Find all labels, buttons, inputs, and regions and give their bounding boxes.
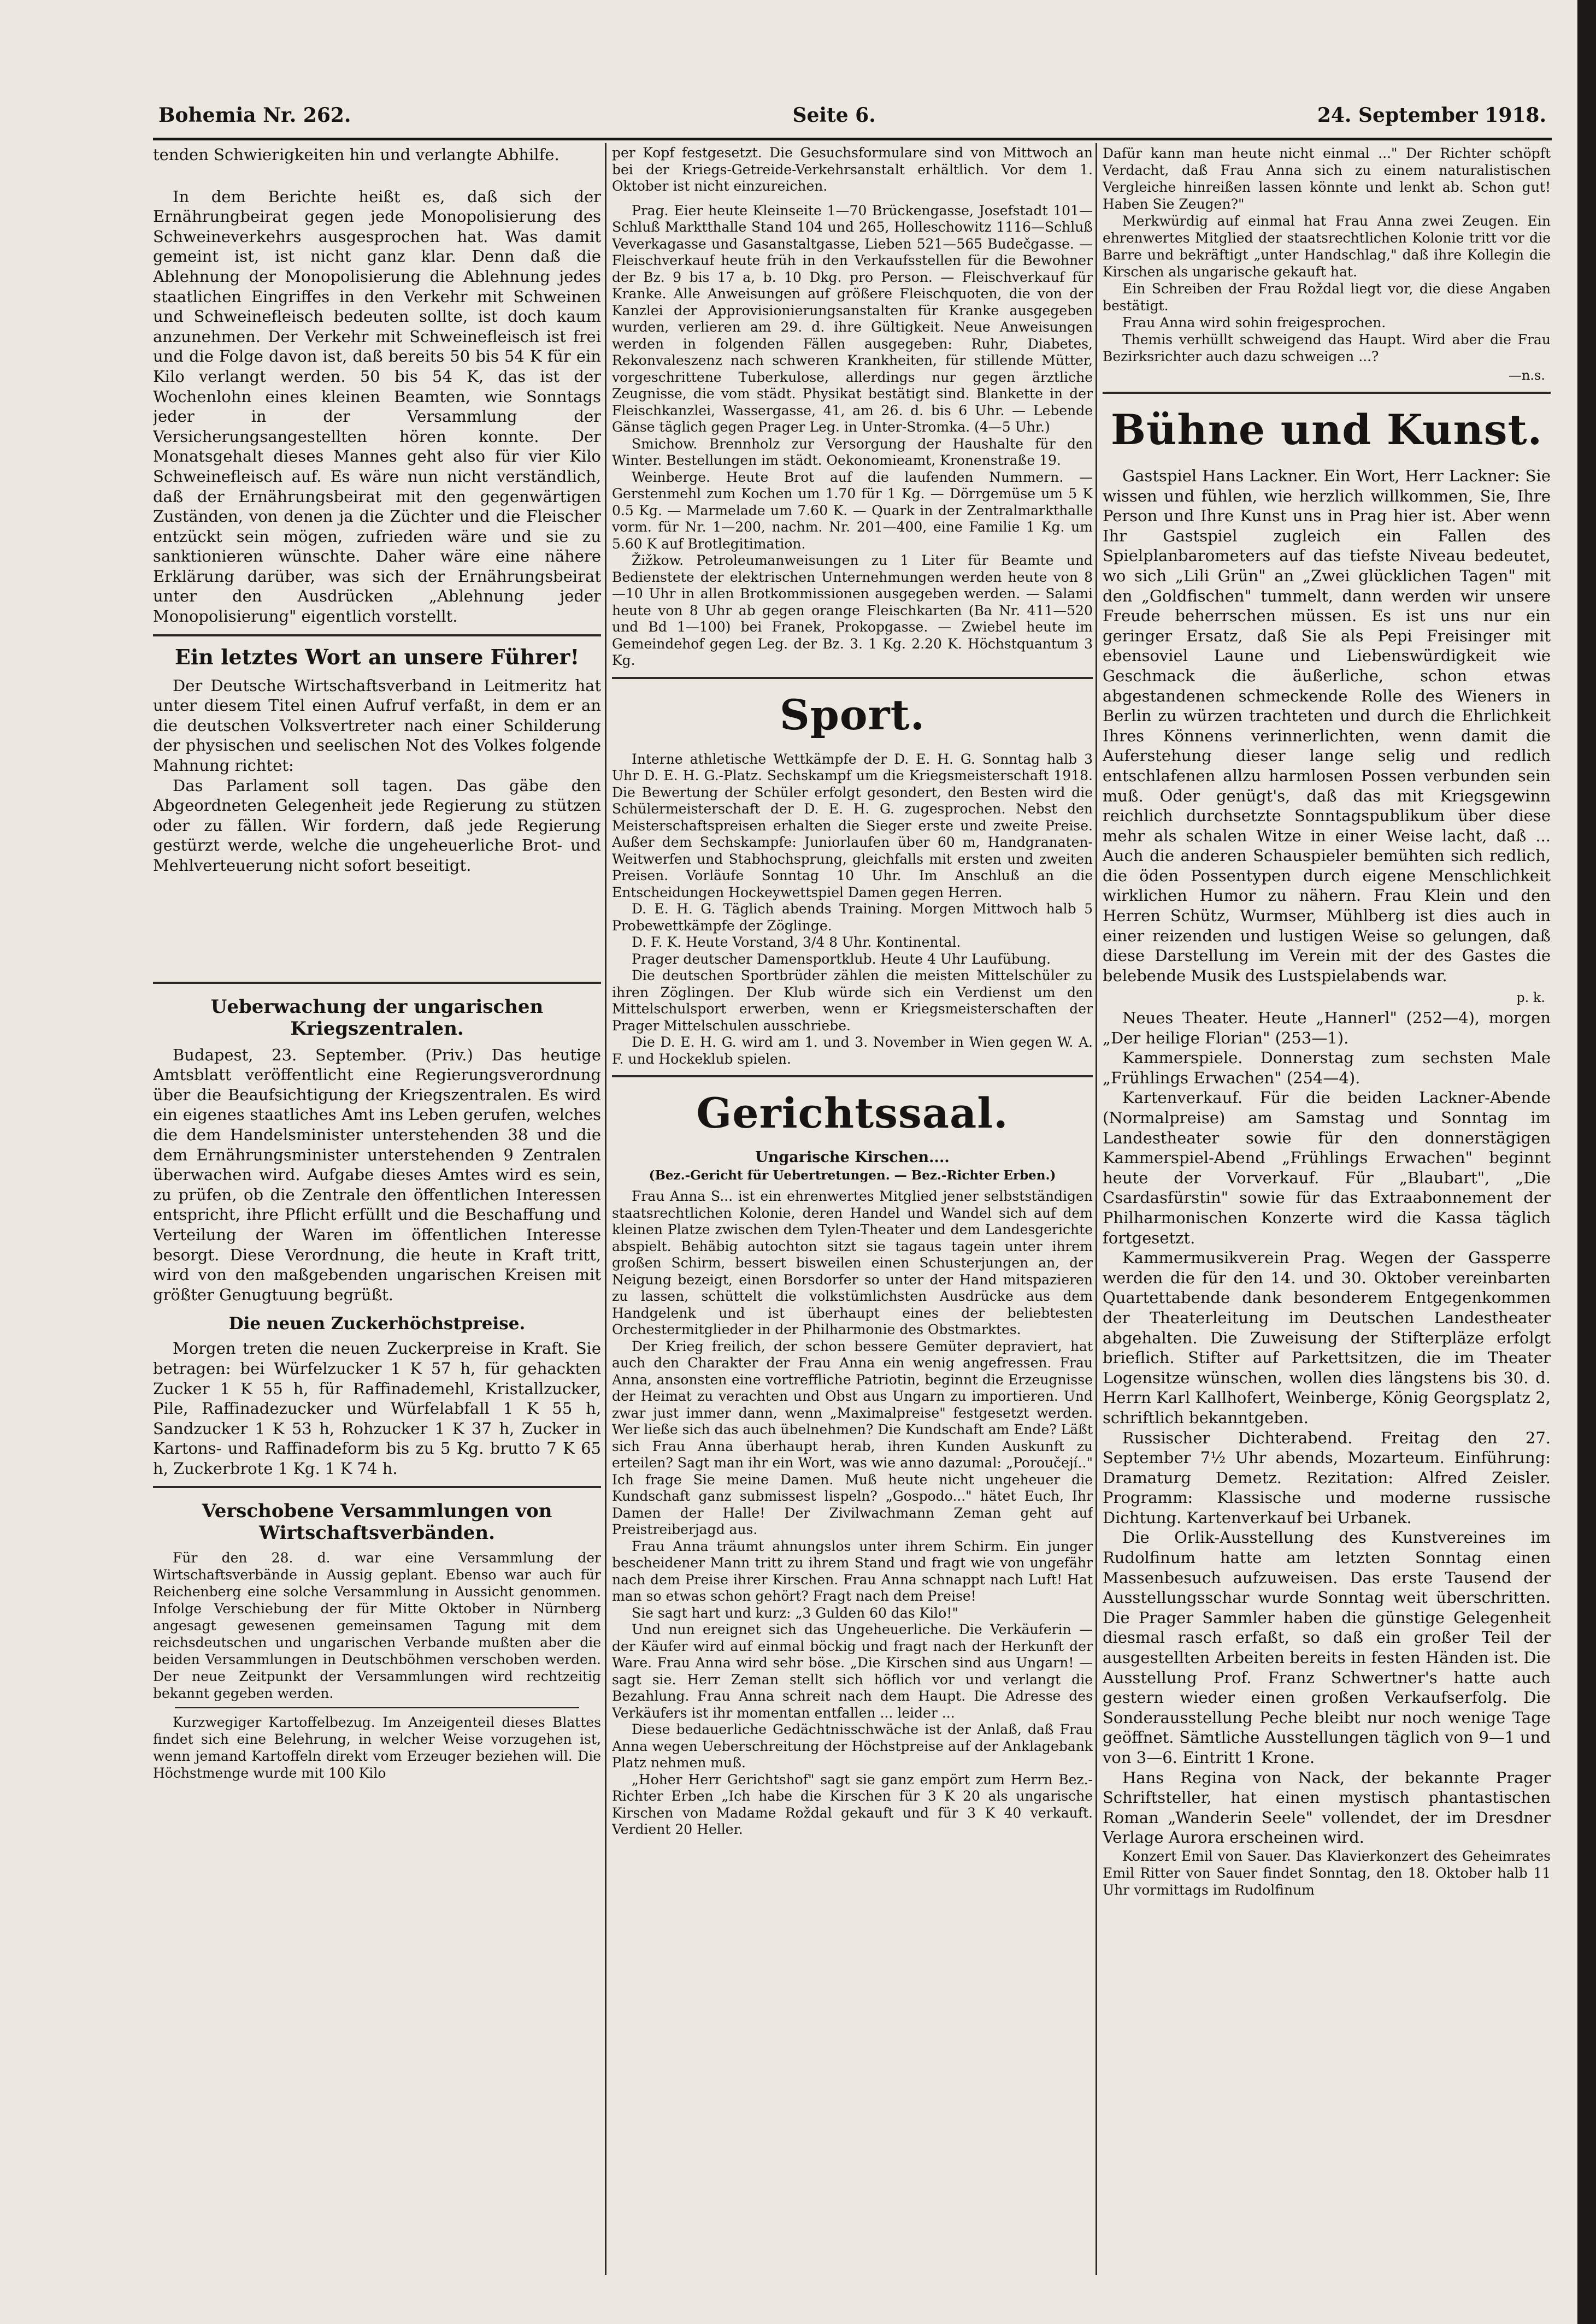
column-1 [153, 145, 601, 2275]
divider [612, 1075, 1093, 1077]
masthead [158, 104, 1546, 137]
paragraph: Prag. Eier heute Kleinseite 1—70 Brückengasse, Josefstadt 101—Schluß Marktthalle Stand 104 und 265, Holleschowitz 1116—Schluß Veverkagasse und Gasanstaltgasse, Lieben 521—565 Budečgasse. — Fleischverkauf heute früh in den Verkaufsstellen für die Bewohner der Bz. 9 bis 17 a, b. 10 Dkg. pro Person. — Fleischverkauf für Kranke. Alle Anweisungen auf größere Fleischquoten, die von der Kanzlei der Approvisionierungsanstalten für Kranke ausgegeben wurden, verlieren am 29. d. ihre Gültigkeit. Neue Anweisungen werden in folgenden Fällen ausgegeben: Ruhr, Diabetes, Rekonvaleszenz nach schweren Krankheiten, für stillende Mütter, vorgeschrittene Tuberkulose, allerdings nur gegen ärztliche Zeugnisse, die vom städt. Physikat bestätigt sind. Blankette in der Fleischkanzlei, Wassergasse, 41, am 26. d. bis 6 Uhr. — Lebende Gänse täglich gegen Prager Leg. in Unter-Stromka. (4—5 Uhr.) [612, 202, 1093, 435]
paragraph: Interne athletische Wettkämpfe der D. E. H. G. Sonntag halb 3 Uhr D. E. H. G.-Platz. Sechskampf um die Kriegsmeisterschaft 1918. Die Bewertung der Schüler erfolgt gesondert, den Besten wird die Schülermeisterschaft der D. E. H. G. zugesprochen. Nebst den Meisterschaftspreisen erhalten die Sieger erste und zweite Preise. Außer dem Sechskampfe: Juniorlaufen über 60 m, Handgranaten-Weitwerfen und Stabhochsprung, gleichfalls mit ersten und zweiten Preisen. Vorläufe Sonntag 10 Uhr. Im Anschluß an die Entscheidungen Hockeywettspiel Damen gegen Herren. [612, 751, 1093, 900]
paragraph: Budapest, 23. September. (Priv.) Das heutige Amtsblatt veröffentlicht eine Regierungsverordnung über die Beaufsichtigung der Kriegszentralen. Es wird ein eigenes staatliches Amt ins Leben gerufen, welches die dem Handelsminister unterstehenden 38 und die dem Ernährungsminister unterstehenden 9 Zentralen überwachen wird. Aufgabe dieses Amtes wird es sein, zu prüfen, ob die Zentrale den öffentlichen Interessen entspricht, ihre Pflicht erfüllt und die Beschaffung und Verteilung der Waren im öffentlichen Interesse besorgt. Diese Verordnung, die heute in Kraft tritt, wird von den maßgebenden ungarischen Kreisen mit größter Genugtuung begrüßt. [153, 1045, 601, 1304]
column-3 [1103, 145, 1551, 2275]
paragraph: Žižkow. Petroleumanweisungen zu 1 Liter für Beamte und Bedienstete der elektrischen Unternehmungen werden heute von 8—10 Uhr in allen Brotkommissionen ausgegeben werden. — Salami heute von 8 Uhr ab gegen orange Fleischkarten (Ba Nr. 411—520 und Bd 1—100) bei Franek, Prokopgasse. — Zwiebel heute im Gemeindehof gegen Leg. der Bz. 3. 1 Kg. 2.20 K. Höchstquantum 3 Kg. [612, 552, 1093, 668]
column-divider [605, 143, 606, 2275]
paragraph: Und nun ereignet sich das Ungeheuerliche. Die Verkäuferin — der Käufer wird auf einmal böckig und fragt nach der Herkunft der Ware. Frau Anna wird sehr böse. „Die Kirschen sind aus Ungarn! — sagt sie. Herr Zeman stellt sich höflich vor und verlangt die Bezahlung. Frau Anna schreit nach dem Haupt. Die Adresse des Verkäufers ist ihr momentan entfallen ... leider ... [612, 1621, 1093, 1721]
divider [612, 677, 1093, 679]
paragraph: Prager deutscher Damensportklub. Heute 4 Uhr Laufübung. [632, 951, 1051, 967]
headline: Ein letztes Wort an unsere Führer! [174, 644, 580, 669]
paragraph: Morgen treten die neuen Zuckerpreise in Kraft. Sie betragen: bei Würfelzucker 1 K 57 h, für gehackten Zucker 1 K 55 h, für Raffinademehl, Kristallzucker, Pile, Raffinadezucker und Würfelabfall 1 K 55 h, Sandzucker 1 K 53 h, Rohzucker 1 K 37 h, Zucker in Kartons- und Raffinadeform bis zu 5 Kg. brutto 7 K 65 h, Zuckerbrote 1 Kg. 1 K 74 h. [153, 1339, 601, 1478]
paragraph: tenden Schwierigkeiten hin und verlangte Abhilfe. [153, 145, 560, 164]
divider [153, 1486, 601, 1488]
paragraph: „Hoher Herr Gerichtshof" sagt sie ganz empört zum Herrn Bez.-Richter Erben „Ich habe die Kirschen für 3 K 20 als ungarische Kirschen von Madame Roždal gekauft und für 3 K 40 verkauft. Verdient 20 Heller. [612, 1771, 1093, 1837]
paragraph: Der Deutsche Wirtschaftsverband in Leitmeritz hat unter diesem Titel einen Aufruf verfaßt, in dem er an die deutschen Volksvertreter nach einer Schilderung der physischen und seelischen Not des Volkes folgende Mahnung richtet: [153, 676, 601, 775]
section-heading-buehne: Bühne und Kunst. [1110, 405, 1543, 454]
paragraph: Smichow. Brennholz zur Versorgung der Haushalte für den Winter. Bestellungen im städt. Oekonomieamt, Kronenstraße 19. [612, 435, 1093, 468]
paragraph: D. E. H. G. Täglich abends Training. Morgen Mittwoch halb 5 Probewettkämpfe der Zöglinge. [612, 901, 1093, 934]
paragraph: Die D. E. H. G. wird am 1. und 3. November in Wien gegen W. A. F. und Hockeklub spielen. [612, 1034, 1093, 1067]
author-signature: p. k. [1516, 990, 1545, 1006]
headline: Verschobene Versammlungen von Wirtschaftsverbänden. [202, 1500, 552, 1544]
section-heading-sport: Sport. [779, 690, 926, 739]
paragraph: Weinberge. Heute Brot auf die laufenden Nummern. —Gerstenmehl zum Kochen um 1.70 für 1 Kg. — Dörrgemüse um 5 K 0.5 Kg. — Marmelade um 7.60 K. — Quark in der Zentralmarkthalle vorm. für Nr. 1—200, nachm. Nr. 201—400, eine Familie 1 Kg. um 5.60 K auf Brotlegitimation. [612, 469, 1093, 552]
paragraph: Konzert Emil von Sauer. Das Klavierkonzert des Geheimrates Emil Ritter von Sauer findet Sonntag, den 18. Oktober halb 11 Uhr vormittags im Rudolfinum [1103, 1848, 1551, 1898]
paragraph: Die Orlik-Ausstellung des Kunstvereines im Rudolfinum hatte am letzten Sonntag einen Massenbesuch aufzuweisen. Das erste Tausend der Ausstellungsschar wurde Sonntag weit überschritten. Die Prager Sammler haben die günstige Gelegenheit diesmal rasch erfaßt, so daß ein großer Teil der ausgestellten Arbeiten bereits in festen Händen ist. Die Ausstellung Prof. Franz Schwertner's hatte auch gestern wieder einen großen Verkaufserfolg. Die Sonderausstellung Peche bleibt nur noch wenige Tage geöffnet. Sämtliche Ausstellungen täglich von 9—1 und von 3—6. Eintritt 1 Krone. [1103, 1528, 1551, 1767]
paragraph: Die deutschen Sportbrüder zählen die meisten Mittelschüler zu ihren Zöglingen. Der Klub würde sich ein Verdienst um den Mittelschulsport erwerben, wenn er Kriegsmeisterschaften der Prager Mittelschulen ausschriebe. [612, 968, 1093, 1034]
section-heading-gerichtssaal: Gerichtssaal. [696, 1089, 1009, 1137]
masthead-rule [153, 138, 1552, 140]
paragraph: Kammerspiele. Donnerstag zum sechsten Male „Frühlings Erwachen" (254—4). [1103, 1048, 1551, 1087]
masthead-issue: Bohemia Nr. 262. [158, 104, 351, 127]
headline: Ueberwachung der ungarischen Kriegszentralen. [210, 995, 544, 1040]
paragraph: Frau Anna träumt ahnungslos unter ihrem Schirm. Ein junger bescheidener Mann tritt zu ihrem Stand und fragt wie von ungefähr nach dem Preise ihrer Kirschen. Frau Anna schnappt nach Luft! Hat man so etwas schon gehört? Fragt nach dem Preise! [612, 1538, 1093, 1604]
paragraph: Kurzwegiger Kartoffelbezug. Im Anzeigenteil dieses Blattes findet sich eine Belehrung, in welcher Weise vorzugehen ist, wenn jemand Kartoffeln direkt vom Erzeuger beziehen will. Die Höchstmenge wurde mit 100 Kilo [153, 1714, 601, 1782]
paragraph: Gastspiel Hans Lackner. Ein Wort, Herr Lackner: Sie wissen und fühlen, wie herzlich willkommen, Sie, Ihre Person und Ihre Kunst uns in Prag hier ist. Aber wenn Ihr Gastspiel zugleich ein Fallen des Spielplanbarometers auf das tiefste Niveau bedeutet, wo sich „Lili Grün" an „Zwei glücklichen Tagen" mit den „Goldfischen" tummelt, dann werden wir unsere Freude beherrschen müssen. Es ist uns nur ein geringer Ersatz, daß Sie als Pepi Freisinger mit ebensoviel Laune und Liebenswürdigkeit wie Geschmack die äußerliche, schon etwas abgestandenen schmeckende Rolle des Wieners in Berlin zu würzen trachteten und durch die Ehrlichkeit Ihres Könnens verinnerlichten, wenn damit die Auferstehung dieser lange selig und redlich entschlafenen allzu harmlosen Possen verbunden sein muß. Oder genügt's, daß das mit Kriegsgewinn reichlich durchsetzte Sonntagspublikum über diese mehr als schalen Witze in einer Weise lacht, daß ... Auch die anderen Schauspieler bemühten sich redlich, die öden Possentypen durch eigene Menschlichkeit wirklichen Humor zu nähern. Frau Klein und den Herren Schütz, Wurmser, Mühlberg ist dies auch in einer reizenden und lustigen Weise so gelungen, daß diese Darstellung im Verein mit der des Gastes die belebende Musik des Lustspielabends war. [1103, 467, 1551, 985]
paragraph: Hans Regina von Nack, der bekannte Prager Schriftsteller, hat einen mystisch phantastischen Roman „Wanderin Seele" vollendet, der im Dresdner Verlage Aurora erscheinen wird. [1103, 1768, 1551, 1847]
paragraph: Russischer Dichterabend. Freitag den 27. September 7½ Uhr abends, Mozarteum. Einführung: Dramaturg Demetz. Rezitation: Alfred Zeisler. Programm: Klassische und moderne russische Dichtung. Kartenverkauf bei Urbanek. [1103, 1428, 1551, 1527]
column-divider [1096, 143, 1097, 2275]
paragraph: Ein Schreiben der Frau Roždal liegt vor, die diese Angaben bestätigt. [1103, 281, 1551, 314]
paragraph: Für den 28. d. war eine Versammlung der Wirtschaftsverbände in Aussig geplant. Ebenso war auch für Reichenberg eine solche Versammlung in Aussicht genommen. Infolge Verschiebung der für Mitte Oktober in Nürnberg angesagt gewesenen gemeinsamen Tagung mit dem reichsdeutschen und ungarischen Verbande mußten aber die beiden Versammlungen in Deutschböhmen verschoben werden. Der neue Zeitpunkt der Versammlungen wird rechtzeitig bekannt gegeben werden. [153, 1550, 601, 1702]
divider [1103, 392, 1551, 394]
scan-edge [1577, 0, 1596, 2324]
paragraph: Sie sagt hart und kurz: „3 Gulden 60 das Kilo!" [632, 1605, 958, 1621]
divider [175, 1707, 579, 1708]
paragraph: In dem Berichte heißt es, daß sich der Ernährungbeirat gegen jede Monopolisierung des Schweineverkehrs ausgesprochen hat. Was damit gemeint ist, ist nicht ganz klar. Denn daß die Ablehnung der Monopolisierung die Ablehnung jedes staatlichen Eingriffes in den Verkehr mit Schweinen und Schweinefleisch bedeuten sollte, ist doch kaum anzunehmen. Der Verkehr mit Schweinefleisch ist frei und die Folge davon ist, daß bereits 50 bis 54 K für ein Kilo verlangt werden. 50 bis 54 K, das ist der Wochenlohn eines kleinen Beamten, wie Sonntags jeder in der Versammlung der Versicherungsangestellten hören konnte. Der Monatsgehalt dieses Mannes geht also für vier Kilo Schweinefleisch auf. Es wäre nun nicht verständlich, daß der Ernährungsbeirat mit den gegenwärtigen Zuständen, von denen ja die Züchter und die Fleischer entzückt sein mögen, zufrieden wäre und sie zu sanktionieren wünschte. Daher wäre eine nähere Erklärung darüber, was sich der Ernährungsbeirat unter den Ausdrücken „Ablehnung jeder Monopolisierung" eigentlich vorstellt. [153, 187, 601, 626]
masthead-page: Seite 6. [792, 104, 876, 127]
paragraph: Frau Anna wird sohin freigesprochen. [1122, 315, 1386, 331]
masthead-date: 24. September 1918. [1317, 104, 1546, 127]
paragraph: Frau Anna S... ist ein ehrenwertes Mitglied jener selbstständigen staatsrechtlichen Kolonie, deren Handel und Wandel sich auf dem kleinen Platze zwischen dem Tylen-Theater und dem Landesgerichte abspielt. Behäbig autochton sitzt sie tagaus tagein unter ihrem großen Schirm, bessert bisweilen einen Schusterjungen an, der Neigung bezeigt, einen Borsdorfer so unter der Hand mitspazieren zu lassen, schüttelt die volkstümlichsten Ausdrücke aus dem Handgelenk und ist überhaupt eines der beliebtesten Orchestermitglieder in der Philharmonie des Obstmarktes. [612, 1188, 1093, 1337]
author-signature: —n.s. [1508, 368, 1545, 383]
paragraph: Der Krieg freilich, der schon bessere Gemüter depraviert, hat auch den Charakter der Frau Anna ein wenig angefressen. Frau Anna, ansonsten eine vortreffliche Patriotin, beginnt die Erzeugnisse der Heimat zu verachten und Obst aus Ungarn zu importieren. Und zwar just immer dann, wenn „Maximalpreise" festgesetzt werden. Wer ließe sich das auch übelnehmen? Die Kundschaft am Ende? Läßt sich Frau Anna überhaupt herab, ihren Kunden Auskunft zu erteilen? Sagt man ihr ein Wort, was wie anno dazumal: „Poroučejí.." Ich frage Sie meine Damen. Muß heute nicht ungeheuer die Kundschaft ganz submissest lispeln? „Gospodo..." hätet Euch, Ihr Damen der Halle! Der Zivilwachmann Zeman geht auf Preistreiberjagd aus. [612, 1338, 1093, 1537]
paragraph: Themis verhüllt schweigend das Haupt. Wird aber die Frau Bezirksrichter auch dazu schweigen ...? [1103, 332, 1551, 364]
column-2 [612, 145, 1093, 2275]
paragraph: Neues Theater. Heute „Hannerl" (252—4), morgen „Der heilige Florian" (253—1). [1103, 1008, 1551, 1047]
headline: Die neuen Zuckerhöchstpreise. [228, 1314, 526, 1334]
article-byline: (Bez.-Gericht für Uebertretungen. — Bez.-Richter Erben.) [649, 1167, 1056, 1183]
article-title: Ungarische Kirschen.... [755, 1149, 950, 1166]
paragraph: Merkwürdig auf einmal hat Frau Anna zwei Zeugen. Ein ehrenwertes Mitglied der staatsrechtlichen Kolonie tritt vor die Barre und bekräftigt „unter Handschlag," daß ihre Kollegin die Kirschen als ungarische gekauft hat. [1103, 213, 1551, 280]
divider [153, 634, 601, 636]
paragraph: Dafür kann man heute nicht einmal ..." Der Richter schöpft Verdacht, daß Frau Anna sich zu einem naturalistischen Vergleiche hinreißen lassen könnte und lenkt ab. Schon gut! Haben Sie Zeugen?" [1103, 145, 1551, 212]
paragraph: Kammermusikverein Prag. Wegen der Gassperre werden die für den 14. und 30. Oktober vereinbarten Quartettabende dank besonderem Entgegenkommen der Theaterleitung im Deutschen Landestheater abgehalten. Die Zuweisung der Stifterpläze erfolgt brieflich. Stifter auf Parkettsitzen, die im Theater Logensitze wünschen, wollen dies längstens bis 30. d. Herrn Karl Kallhofert, Weinberge, König Georgsplatz 2, schriftlich bekanntgeben. [1103, 1248, 1551, 1427]
paragraph: Diese bedauerliche Gedächtnisschwäche ist der Anlaß, daß Frau Anna wegen Ueberschreitung der Höchstpreise auf der Anklagebank Platz nehmen muß. [612, 1721, 1093, 1771]
divider [153, 982, 601, 984]
paragraph: per Kopf festgesetzt. Die Gesuchsformulare sind von Mittwoch an bei der Kriegs-Getreide-Verkehrsanstalt erhältlich. Vor dem 1. Oktober ist nicht einzureichen. [612, 145, 1093, 194]
paragraph: D. F. K. Heute Vorstand, 3/4 8 Uhr. Kontinental. [632, 934, 961, 950]
paragraph: Kartenverkauf. Für die beiden Lackner-Abende (Normalpreise) am Samstag und Sonntag im Landestheater sowie für den donnerstägigen Kammerspiel-Abend „Frühlings Erwachen" beginnt heute der Vorverkauf. Für „Blaubart", „Die Csardasfürstin" sowie für das Extraabonnement der Philharmonischen Konzerte wird die Kassa täglich fortgesetzt. [1103, 1088, 1551, 1247]
quote-paragraph: Das Parlament soll tagen. Das gäbe den Abgeordneten Gelegenheit jede Regierung zu stützen oder zu fällen. Wir fordern, daß jede Regierung gestürzt werde, welche die ungeheuerliche Brot- und Mehlverteuerung nicht sofort beseitigt. [153, 776, 601, 875]
